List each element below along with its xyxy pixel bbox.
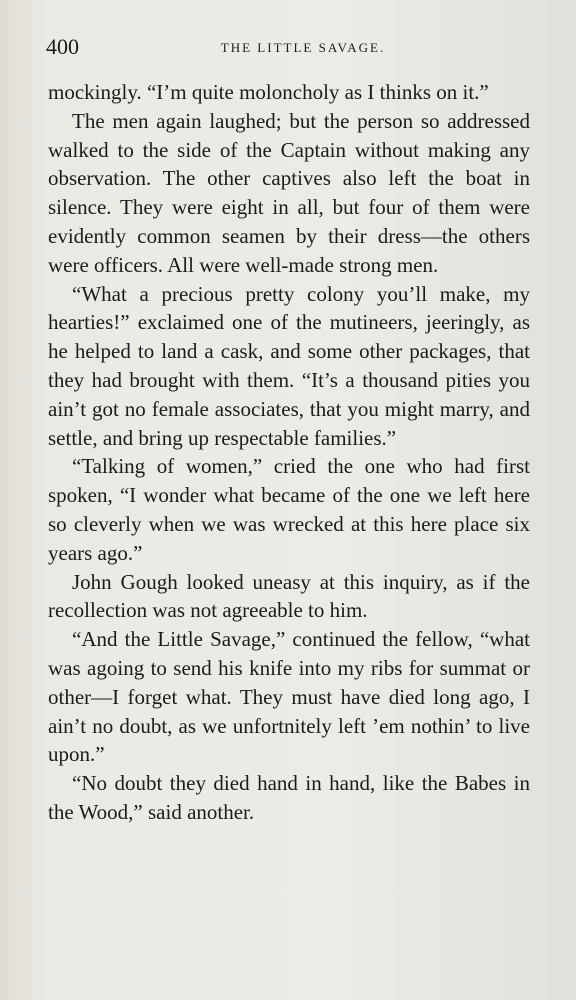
paragraph: The men again laughed; but the person so addressed walked to the side of the Captain without making any observation. The other captives also left the boat in silence. They were eight in all, but four of them were evidently common seamen by their dress—the others were officers. All were well-made strong men. [48, 108, 530, 277]
paragraph: mockingly. “I’m quite moloncholy as I thinks on it.” [48, 80, 489, 104]
body-text [48, 78, 530, 827]
running-title: THE LITTLE SAVAGE. [220, 40, 386, 55]
paragraph: “Talking of women,” cried the one who had first spoken, “I wonder what became of the one we left here so cleverly when we was wrecked at this here place six years ago.” [48, 454, 530, 565]
page-number: 400 [46, 34, 79, 59]
paragraph: “And the Little Savage,” continued the fellow, “what was agoing to send his knife into my ribs for summat or other—I forget what. They must have died long ago, I ain’t no doubt, as we unfortnitely left ’em nothin’ to live upon.” [48, 627, 530, 767]
paragraph: “What a precious pretty colony you’ll make, my hearties!” exclaimed one of the mutineers, jeeringly, as he helped to land a cask, and some other packages, that they had brought with them. “It’s a thousand pities you ain’t got no female associates, that you might marry, and settle, and bring up respectable families.” [48, 281, 530, 450]
paragraph: John Gough looked uneasy at this inquiry, as if the recollection was not agreeable to him. [48, 569, 530, 623]
page-header [46, 32, 530, 62]
paragraph: “No doubt they died hand in hand, like the Babes in the Wood,” said another. [48, 771, 530, 824]
